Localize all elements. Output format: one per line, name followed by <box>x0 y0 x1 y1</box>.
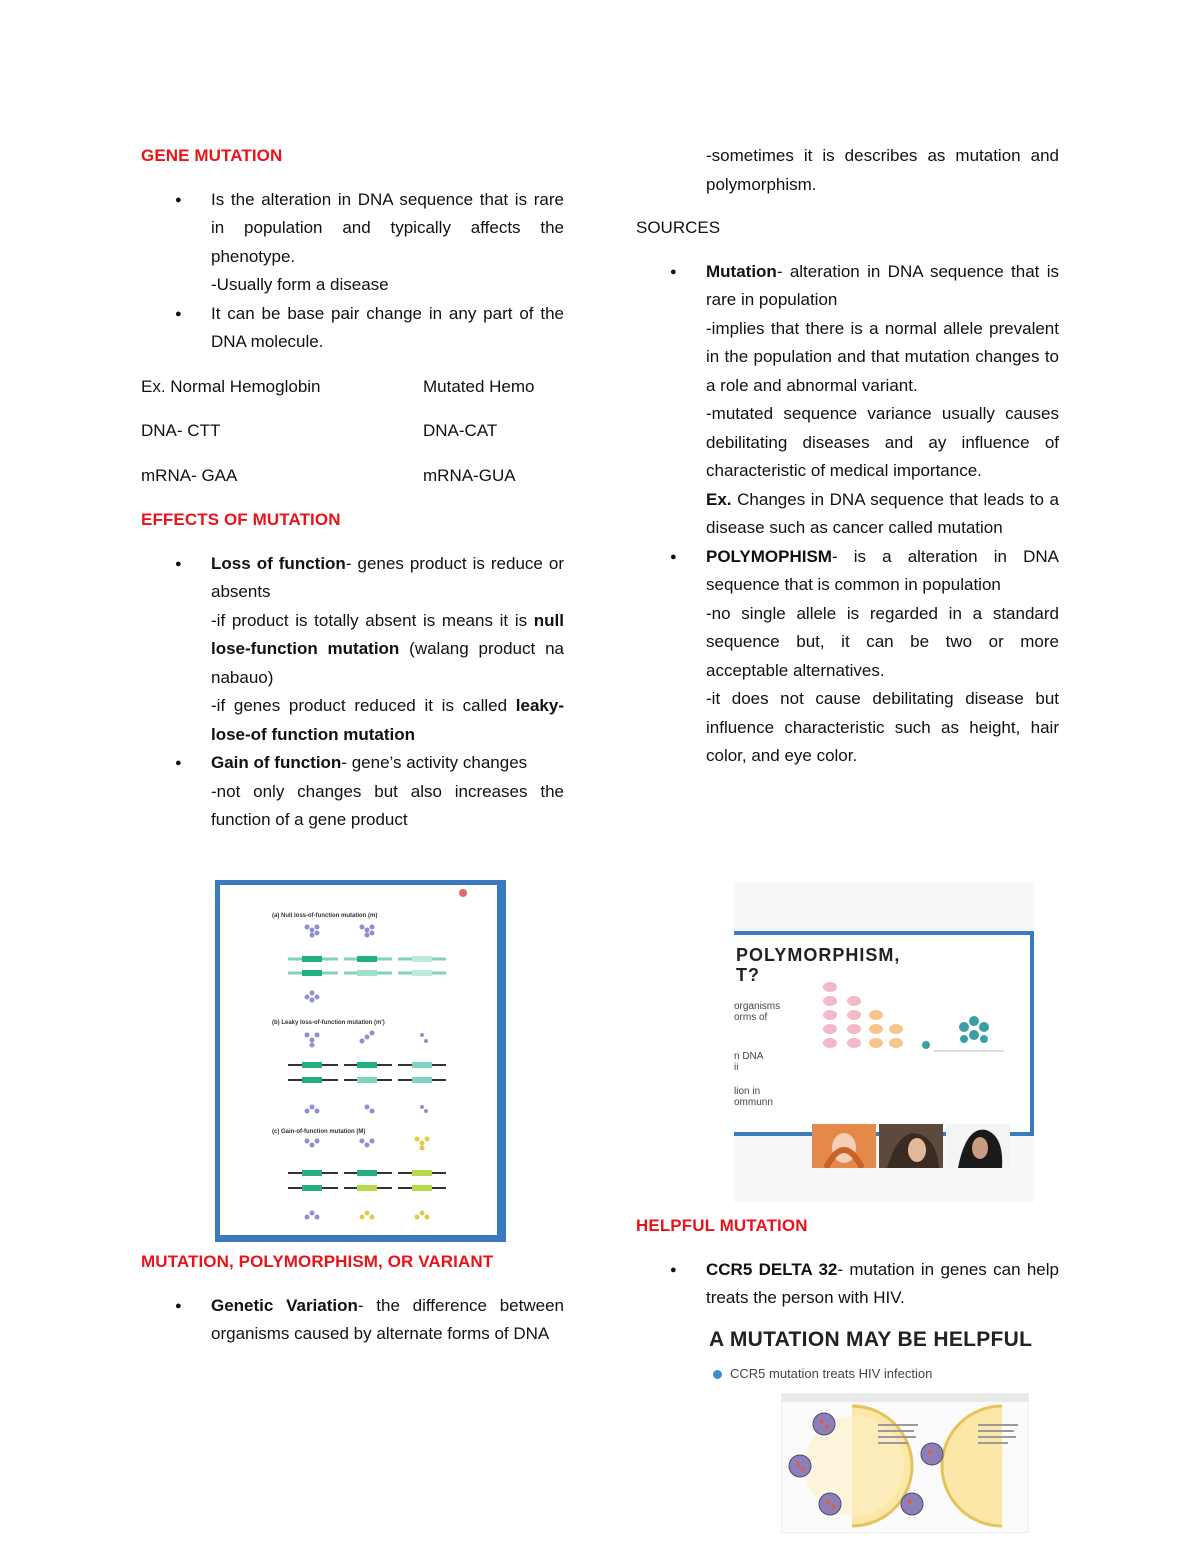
portrait-icon <box>946 1124 1010 1168</box>
hiv-diagram <box>782 1394 1028 1532</box>
slide-frame <box>734 931 1034 1136</box>
gain-sub: -not only changes but also increases the function of a gene product <box>211 781 564 829</box>
helpful-list <box>636 1256 1059 1313</box>
cell-progression-diagram <box>814 965 1014 1055</box>
example-term: Ex. <box>706 489 732 509</box>
helpful-heading: HELPFUL MUTATION <box>636 1216 808 1235</box>
mpv-list <box>141 1292 564 1349</box>
effects-list <box>141 550 564 835</box>
gene-mutation-sub: -Usually form a disease <box>211 275 389 294</box>
example-mutated-dna: DNA-CAT <box>423 421 498 440</box>
mpv-section <box>141 1248 564 1349</box>
loss-sub-1-text: -if product is totally absent is means it is <box>211 610 534 630</box>
list-item <box>141 186 564 300</box>
loss-sub-1-note: (walang product na nabauo) <box>211 639 564 687</box>
figure-label-null: (a) Null loss-of-function mutation (m) <box>272 913 378 919</box>
polymorphism-sub-2: -it does not cause debilitating disease but influence characteristic such as height, hair color, and eye color. <box>706 689 1059 765</box>
figure-subtitle: CCR5 mutation treats HIV infection <box>730 1366 933 1381</box>
list-item <box>141 1292 564 1349</box>
figure-label-gain: (c) Gain-of-function mutation (M) <box>272 1129 366 1135</box>
helpful-mutation-figure <box>690 1326 1060 1536</box>
list-item <box>141 300 564 357</box>
genetic-variation-term: Genetic Variation <box>211 1295 358 1315</box>
mutation-diagram <box>220 885 497 1235</box>
gain-of-function-term: Gain of function <box>211 753 342 772</box>
gain-of-function-text: - gene’s activity changes <box>341 753 528 772</box>
list-item <box>141 550 564 750</box>
mutation-example <box>706 486 1059 543</box>
figure-label-leaky: (b) Leaky loss-of-function mutation (m') <box>272 1020 385 1026</box>
list-item <box>636 258 1059 543</box>
polymorphism-sub-1: -no single allele is regarded in a standard sequence but, it can be two or more acceptable alternatives. <box>706 603 1059 680</box>
portrait-icon <box>879 1124 943 1168</box>
loss-of-function-text: - genes product is reduce or absents <box>211 553 564 601</box>
leaky-lose-function-term: leaky-lose-of function mutation <box>211 696 564 744</box>
null-lose-function-term: null lose-function mutation <box>211 610 564 658</box>
list-item <box>636 1256 1059 1313</box>
left-column <box>141 142 564 835</box>
mutation-sub-2: -mutated sequence variance usually causes debilitating diseases and ay influence of characteristic of medical importance. <box>706 404 1059 480</box>
effects-heading: EFFECTS OF MUTATION <box>141 510 341 529</box>
portrait-icon <box>812 1124 876 1168</box>
gene-mutation-base-pair: It can be base pair change in any part of the DNA molecule. <box>211 303 564 351</box>
figure-subtitle-row <box>690 1364 1060 1384</box>
slide-fragment: lion in <box>734 1086 761 1097</box>
sources-list <box>636 258 1059 771</box>
example-normal-dna: DNA- CTT <box>141 421 221 440</box>
mutation-sub-1: -implies that there is a normal allele prevalent in the population and that mutation changes to a role and abnormal variant. <box>706 318 1059 395</box>
polymorphism-slide-figure <box>734 882 1034 1202</box>
hiv-cell-image <box>781 1393 1029 1533</box>
example-row <box>141 462 564 491</box>
figure-title: A MUTATION MAY BE HELPFUL <box>709 1328 1033 1351</box>
slide-title-line-2: T? <box>736 965 760 985</box>
ccr5-term: CCR5 DELTA 32 <box>706 1259 838 1279</box>
slide-fragment: n DNA <box>734 1051 764 1062</box>
red-hair-portrait-image <box>812 1124 876 1168</box>
bullet-icon <box>713 1370 722 1379</box>
continuation-text: -sometimes it is describes as mutation and polymorphism. <box>706 146 1059 194</box>
slide-title-line-1: POLYMORPHISM, <box>736 945 901 965</box>
gene-mutation-list <box>141 186 564 357</box>
example-mutated-mrna: mRNA-GUA <box>423 465 516 485</box>
example-text: Changes in DNA sequence that leads to a disease such as cancer called mutation <box>706 489 1059 537</box>
list-item <box>636 543 1059 771</box>
example-mutated-label: Mutated Hemo <box>423 376 535 396</box>
list-item <box>141 749 564 835</box>
black-hair-portrait-image <box>946 1124 1010 1168</box>
polymorphism-term: POLYMOPHISM <box>706 546 832 566</box>
loss-sub-2-text: -if genes product reduced it is called <box>211 696 516 715</box>
slide-fragment: orms of <box>734 1012 768 1023</box>
panel-null <box>305 925 375 1003</box>
helpful-section <box>636 1212 1059 1313</box>
example-normal-label: Ex. Normal Hemoglobin <box>141 376 321 396</box>
mutation-types-figure <box>215 880 506 1242</box>
ccr5-text: - mutation in genes can help treats the person with HIV. <box>706 1259 1059 1307</box>
polymorphism-text: - is a alteration in DNA sequence that is common in population <box>706 546 1059 594</box>
gene-mutation-heading: GENE MUTATION <box>141 146 283 165</box>
loss-sub-2 <box>211 692 564 749</box>
slide-fragment: organisms <box>734 1001 781 1012</box>
slide-fragment: ommunn <box>734 1097 773 1108</box>
gene-mutation-definition: Is the alteration in DNA sequence that is rare in population and typically affects the phenotype. <box>211 189 564 266</box>
slide-fragment: ii <box>734 1062 739 1073</box>
example-normal-mrna: mRNA- GAA <box>141 465 238 485</box>
brown-hair-portrait-image <box>879 1124 943 1168</box>
mutation-text: - alteration in DNA sequence that is rare in population <box>706 261 1059 309</box>
example-row <box>141 417 564 446</box>
mpv-heading: MUTATION, POLYMORPHISM, OR VARIANT <box>141 1252 494 1271</box>
sources-heading: SOURCES <box>636 218 721 237</box>
genetic-variation-text: - the difference between organisms caused by alternate forms of DNA <box>211 1295 564 1343</box>
right-column <box>636 142 1059 771</box>
mutation-term: Mutation <box>706 261 777 281</box>
example-row <box>141 373 564 402</box>
loss-of-function-term: Loss of function <box>211 553 346 573</box>
loss-sub-1 <box>211 607 564 693</box>
